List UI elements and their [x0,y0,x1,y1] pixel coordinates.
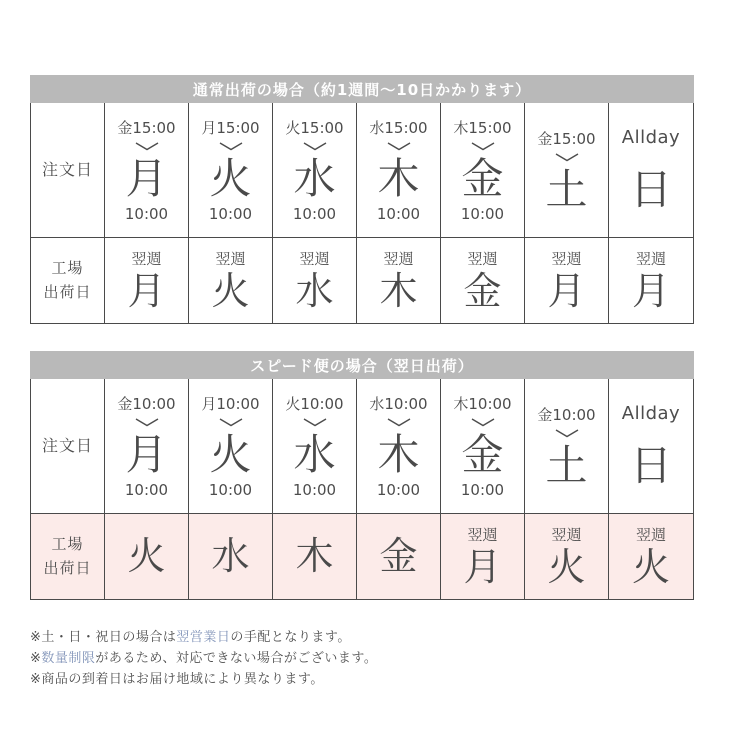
order-until-time: 10:00 [460,204,505,223]
next-week-label: 翌週 [467,250,498,269]
chevron-down-icon [303,142,327,151]
next-week-label: 翌週 [215,250,246,269]
day-kanji: 月 [125,430,168,480]
schedule-tables [30,75,694,600]
schedule-cell [357,379,441,514]
day-kanji: 月 [547,269,586,314]
row-label [31,238,105,323]
next-week-label: 翌週 [383,250,414,269]
schedule-cell [357,103,441,238]
day-kanji: 土 [545,440,588,490]
row-label [31,379,105,514]
cutoff-time: 火10:00 [285,395,344,414]
schedule-cell [105,238,189,323]
chevron-down-icon [471,142,495,151]
day-kanji: 木 [295,533,334,578]
schedule-cell [441,379,525,514]
schedule-cell [273,514,357,599]
footnote-text: の手配となります。 [230,630,351,645]
day-kanji: 木 [377,154,420,204]
schedule-grid [30,103,694,324]
cutoff-time: 月15:00 [201,119,260,138]
day-kanji: 水 [293,430,336,480]
schedule-cell [609,238,693,323]
row-label [31,103,105,238]
schedule-cell [441,514,525,599]
schedule-cell [189,514,273,599]
cutoff-time: 金15:00 [117,119,176,138]
next-week-label: 翌週 [299,250,330,269]
normal-shipping-table [30,75,694,324]
cutoff-time: 金15:00 [537,129,596,148]
order-until-time: 10:00 [376,204,421,223]
chevron-down-icon [387,418,411,427]
footnote-line [30,627,694,648]
day-kanji: 金 [461,154,504,204]
chevron-down-icon [135,418,159,427]
cutoff-time: 水15:00 [369,119,428,138]
next-week-label: 翌週 [131,250,162,269]
chevron-down-icon [387,142,411,151]
row-label-line: 注文日 [41,160,93,180]
day-kanji: 火 [127,533,166,578]
day-kanji: 木 [379,269,418,314]
day-kanji: 火 [547,545,586,590]
table-title-bar [30,75,694,103]
footnote-highlight: 翌営業日 [176,630,231,645]
cutoff-time: 水10:00 [369,395,428,414]
day-kanji: 火 [209,154,252,204]
day-kanji: 月 [631,269,670,314]
chevron-down-icon [303,418,327,427]
day-kanji: 月 [125,154,168,204]
schedule-cell [357,238,441,323]
order-until-time: 10:00 [460,480,505,499]
speed-shipping-table [30,351,694,600]
schedule-cell [441,103,525,238]
schedule-cell [441,238,525,323]
allday-label: Allday [621,127,681,149]
schedule-cell [525,379,609,514]
footnotes [30,627,694,690]
cutoff-time: 木15:00 [453,119,512,138]
order-until-time: 10:00 [124,204,169,223]
next-week-label: 翌週 [551,250,582,269]
cutoff-time: 木10:00 [453,395,512,414]
cutoff-time: 金10:00 [117,395,176,414]
order-until-time: 10:00 [292,480,337,499]
schedule-cell [189,379,273,514]
day-kanji: 金 [463,269,502,314]
day-kanji: 金 [379,533,418,578]
row-label-line: 出荷日 [43,282,92,301]
schedule-cell [525,238,609,323]
chevron-down-icon [135,142,159,151]
schedule-cell [105,379,189,514]
day-kanji: 木 [377,430,420,480]
footnote-line [30,669,694,690]
day-kanji: 日 [629,441,672,491]
schedule-cell [525,103,609,238]
next-week-label: 翌週 [635,250,666,269]
schedule-cell [273,103,357,238]
chevron-down-icon [471,418,495,427]
schedule-cell [525,514,609,599]
footnote-text: ※商品の到着日はお届け地域により異なります。 [30,672,324,687]
schedule-grid [30,379,694,600]
table-title: 通常出荷の場合（約1週間〜10日かかります） [192,80,532,99]
row-label-line: 工場 [51,534,84,553]
day-kanji: 土 [545,164,588,214]
row-label-line: 工場 [51,258,84,277]
table-title: スピード便の場合（翌日出荷） [250,356,474,375]
day-kanji: 水 [295,269,334,314]
schedule-cell [273,238,357,323]
order-until-time: 10:00 [208,204,253,223]
next-week-label: 翌週 [551,526,582,545]
schedule-cell [105,103,189,238]
allday-label: Allday [621,403,681,425]
footnote-highlight: 数量制限 [41,651,96,666]
day-kanji: 火 [631,545,670,590]
chevron-down-icon [555,429,579,438]
cutoff-time: 火15:00 [285,119,344,138]
schedule-cell [609,514,693,599]
row-label-line: 注文日 [41,436,93,456]
chevron-down-icon [219,418,243,427]
footnote-text: ※土・日・祝日の場合は [30,630,177,645]
chevron-down-icon [555,153,579,162]
chevron-down-icon [219,142,243,151]
order-until-time: 10:00 [292,204,337,223]
next-week-label: 翌週 [467,526,498,545]
next-week-label: 翌週 [635,526,666,545]
cutoff-time: 月10:00 [201,395,260,414]
day-kanji: 火 [211,269,250,314]
schedule-cell [273,379,357,514]
footnote-text: があるため、対応できない場合がございます。 [95,651,378,666]
schedule-cell [189,238,273,323]
order-until-time: 10:00 [208,480,253,499]
day-kanji: 月 [127,269,166,314]
row-label-line: 出荷日 [43,558,92,577]
schedule-cell [105,514,189,599]
day-kanji: 金 [461,430,504,480]
footnote-text: ※ [30,651,42,666]
day-kanji: 月 [463,545,502,590]
day-kanji: 日 [629,165,672,215]
order-until-time: 10:00 [124,480,169,499]
row-label [31,514,105,599]
day-kanji: 水 [293,154,336,204]
schedule-cell [357,514,441,599]
table-title-bar [30,351,694,379]
day-kanji: 火 [209,430,252,480]
day-kanji: 水 [211,533,250,578]
order-until-time: 10:00 [376,480,421,499]
schedule-cell [189,103,273,238]
schedule-cell [609,103,693,238]
footnote-line [30,648,694,669]
schedule-cell [609,379,693,514]
cutoff-time: 金10:00 [537,405,596,424]
